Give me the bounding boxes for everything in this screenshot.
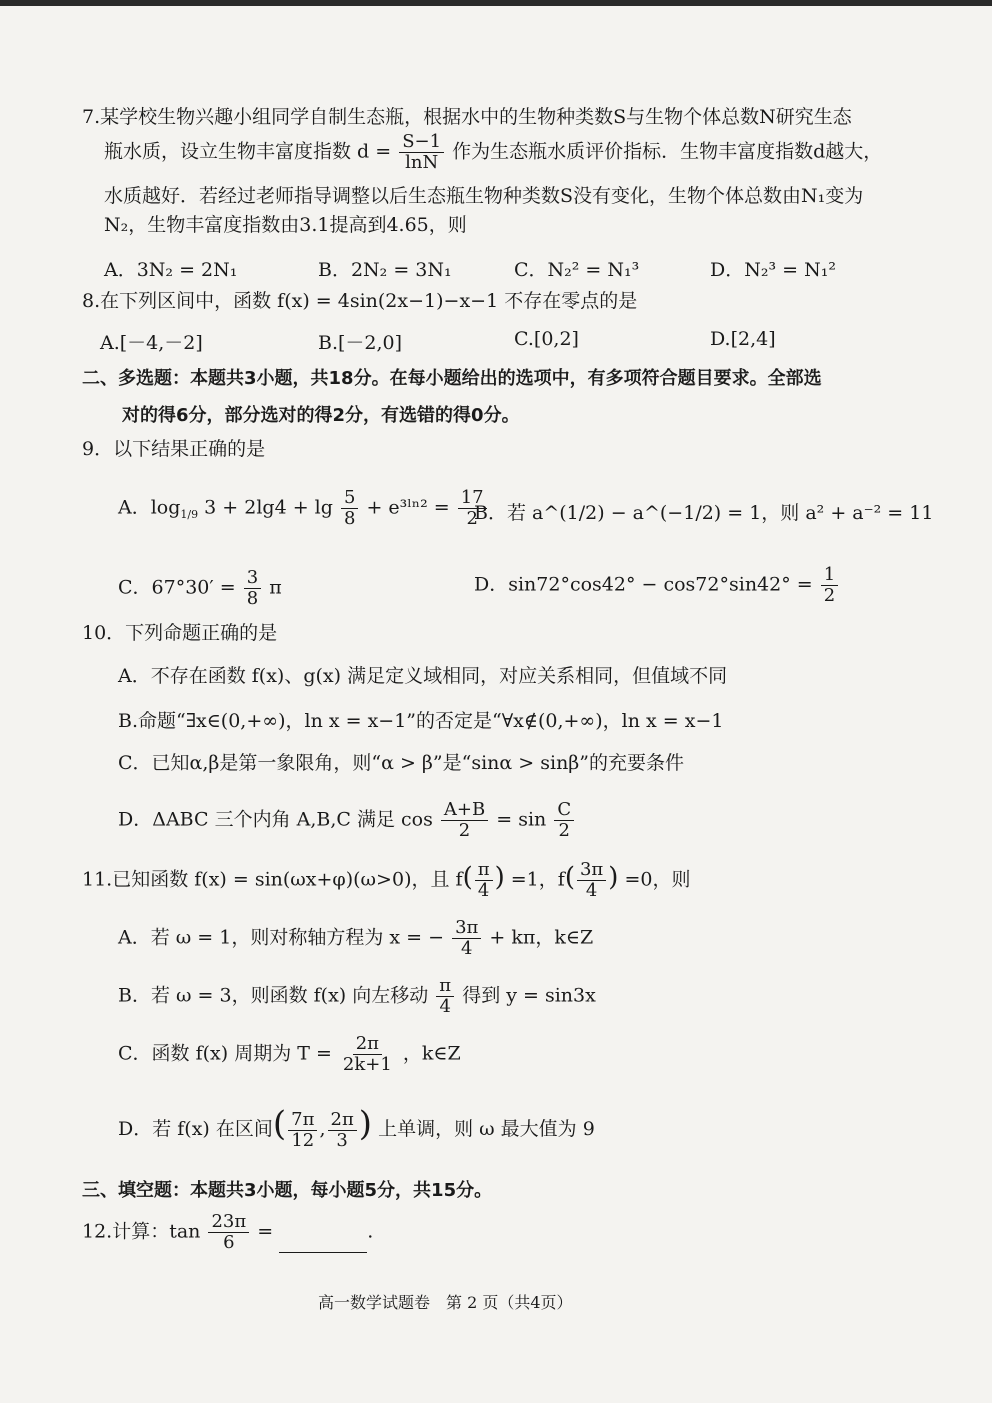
q7-line2 [104, 132, 882, 173]
q11-stem-text-c: =0，则 [624, 868, 691, 891]
q11b-fraction [436, 976, 454, 1017]
fraction-numerator: 2π [328, 1110, 357, 1131]
top-edge-rule [0, 0, 992, 6]
q7-line4: N₂，生物丰富度指数由3.1提高到4.65，则 [104, 214, 467, 236]
fraction-denominator: 4 [439, 995, 451, 1017]
q11-option-b [118, 976, 596, 1017]
q11a-text-pre: A．若 ω = 1，则对称轴方程为 x = − [118, 926, 445, 949]
fraction-denominator: 4 [477, 879, 490, 901]
q11d-text-pre: D．若 f(x) 在区间 [118, 1118, 273, 1140]
q9c-text-pre: C．67°30′ = [118, 576, 236, 599]
q10-option-b: B.命题“∃x∈(0,+∞)，ln x = x−1”的否定是“∀x∉(0,+∞)，ln x = x−1 [118, 710, 724, 732]
fraction-denominator: lnN [405, 151, 439, 173]
fraction-denominator: 4 [461, 937, 473, 959]
fraction-denominator: 8 [343, 507, 356, 529]
q9c-text-post: π [269, 576, 282, 599]
q8-option-c: C.[0,2] [514, 328, 579, 350]
fraction-numerator: 17 [458, 488, 487, 509]
fraction-numerator: 3π [577, 860, 606, 881]
q9-option-d [474, 565, 840, 606]
q12-text-post: = [257, 1220, 274, 1243]
q11-option-d: D．若 f(x) 在区间( $\frac{7\pi}{12}$ , $\frac{2\pi}{3}$ ) 上单调，则 ω 最大值为 9 [118, 1104, 595, 1151]
fraction-denominator: 2 [458, 819, 471, 841]
q11b-text-post: 得到 y = sin3x [462, 984, 596, 1007]
q11a-text-post: + kπ，k∈Z [489, 926, 594, 949]
q8-option-b: B.[－2,0] [318, 332, 403, 354]
q7-option-d: D．N₂³ = N₁² [710, 259, 836, 281]
fraction-denominator: 2 [823, 584, 836, 606]
q12-text-pre: 12.计算：tan [82, 1220, 201, 1243]
fraction-numerator: A+B [441, 800, 488, 821]
q11d-text-post: 上单调，则 ω 最大值为 9 [378, 1118, 595, 1140]
fraction-numerator: 1 [821, 565, 838, 586]
q9-option-a [118, 488, 489, 529]
q12-answer-blank[interactable] [279, 1234, 367, 1253]
fraction-numerator: 7π [288, 1110, 317, 1131]
q7-option-c: C．N₂² = N₁³ [514, 259, 640, 281]
q10d-text-pre: D．ΔABC 三个内角 A,B,C 满足 cos [118, 808, 433, 831]
page-footer: 高一数学试题卷 第 2 页（共4页） [318, 1293, 573, 1312]
fraction-numerator: S−1 [399, 132, 444, 153]
fraction-denominator: 3 [336, 1129, 348, 1151]
q9a-text-mid: 3 + 2lg4 + lg [204, 496, 333, 519]
q7-line2-text-a: 瓶水质，设立生物丰富度指数 d = [104, 140, 392, 163]
fraction-denominator: 2 [466, 507, 478, 529]
q11d-fraction-7pi-12 [288, 1110, 317, 1151]
fraction-numerator: 23π [208, 1212, 249, 1233]
q9d-fraction [821, 565, 838, 606]
q11-stem: 11.已知函数 f(x) = sin(ωx+φ)(ω>0)，且 f( $\frac{\pi}{4}$ ) =1，f( $\frac{3\pi}{4}$ ) =0，则 [82, 859, 691, 901]
q9a-text-pre: A．log [118, 496, 181, 519]
q12-line [82, 1212, 373, 1253]
q9a-log-base: 1/9 [180, 508, 199, 522]
fraction-denominator: 2 [558, 819, 570, 841]
section3-heading: 三、填空题：本题共3小题，每小题5分，共15分。 [82, 1180, 493, 1201]
q11-fraction-pi-4 [475, 860, 493, 901]
q9-option-c [118, 568, 282, 609]
q7-option-b: B．2N₂ = 3N₁ [318, 259, 452, 281]
q10-option-a: A．不存在函数 f(x)、g(x) 满足定义域相同，对应关系相同，但值域不同 [118, 665, 728, 687]
q11-option-c [118, 1034, 461, 1075]
q11a-fraction [452, 918, 481, 959]
q12-fraction [208, 1212, 249, 1253]
q11c-text-post: ，k∈Z [402, 1042, 461, 1065]
q10-option-c: C．已知α,β是第一象限角，则“α > β”是“sinα > sinβ”的充要条件 [118, 752, 685, 774]
q9a-text-post: + e³ˡⁿ² = [366, 496, 450, 519]
fraction-denominator: 12 [291, 1129, 315, 1151]
q11c-text-pre: C．函数 f(x) 周期为 T = [118, 1042, 332, 1065]
fraction-numerator: 5 [341, 488, 358, 509]
fraction-numerator: π [475, 860, 493, 881]
section2-heading-line2: 对的得6分，部分选对的得2分，有选错的得0分。 [122, 405, 520, 426]
q10d-text-mid: = sin [496, 808, 547, 831]
q10d-fraction-c [554, 800, 574, 841]
q9c-fraction [244, 568, 261, 609]
q11c-fraction [340, 1034, 395, 1075]
q9a-fraction-5-8 [341, 488, 358, 529]
fraction-numerator: 3 [244, 568, 261, 589]
q8-option-a: A.[－4,－2] [100, 332, 203, 354]
q11-stem-text-a: 11.已知函数 f(x) = sin(ωx+φ)(ω>0)，且 f [82, 868, 463, 891]
q9d-text-pre: D．sin72°cos42° − cos72°sin42° = [474, 573, 813, 596]
q7-line1: 7.某学校生物兴趣小组同学自制生态瓶，根据水中的生物种类数S与生物个体总数N研究生态 [82, 106, 852, 128]
fraction-denominator: 4 [585, 879, 598, 901]
q7-line3: 水质越好．若经过老师指导调整以后生态瓶生物种类数S没有变化，生物个体总数由N₁变为 [104, 185, 864, 207]
q7-index-fraction [399, 132, 444, 173]
fraction-numerator: 3π [452, 918, 481, 939]
fraction-numerator: 2π [353, 1034, 382, 1055]
q11b-text-pre: B．若 ω = 3，则函数 f(x) 向左移动 [118, 984, 429, 1007]
q11-stem-text-b: =1，f [510, 868, 565, 891]
q11d-fraction-2pi-3 [328, 1110, 357, 1151]
q12-text-end: . [367, 1220, 374, 1243]
fraction-denominator: 8 [246, 587, 259, 609]
q8-option-d: D.[2,4] [710, 328, 776, 350]
q8-stem: 8.在下列区间中，函数 f(x) = 4sin(2x−1)−x−1 不存在零点的是 [82, 290, 638, 312]
q11-option-a [118, 918, 593, 959]
fraction-denominator: 6 [223, 1231, 235, 1253]
q10-option-d [118, 800, 576, 841]
fraction-numerator: C [554, 800, 574, 821]
q7-line2-text-b: 作为生态瓶水质评价指标．生物丰富度指数d越大， [452, 140, 883, 163]
fraction-denominator: 2k+1 [342, 1053, 392, 1075]
q10-stem: 10．下列命题正确的是 [82, 622, 278, 644]
q11-fraction-3pi-4 [577, 860, 606, 901]
q9-stem: 9．以下结果正确的是 [82, 438, 266, 460]
q10d-fraction-ab [441, 800, 488, 841]
section2-heading-line1: 二、多选题：本题共3小题，共18分。在每小题给出的选项中，有多项符合题目要求。全部选 [82, 368, 822, 389]
q9-option-b: B．若 a^(1/2) − a^(−1/2) = 1，则 a² + a⁻² = 11 [474, 502, 934, 524]
fraction-numerator: π [436, 976, 454, 997]
q7-option-a: A．3N₂ = 2N₁ [104, 259, 238, 281]
